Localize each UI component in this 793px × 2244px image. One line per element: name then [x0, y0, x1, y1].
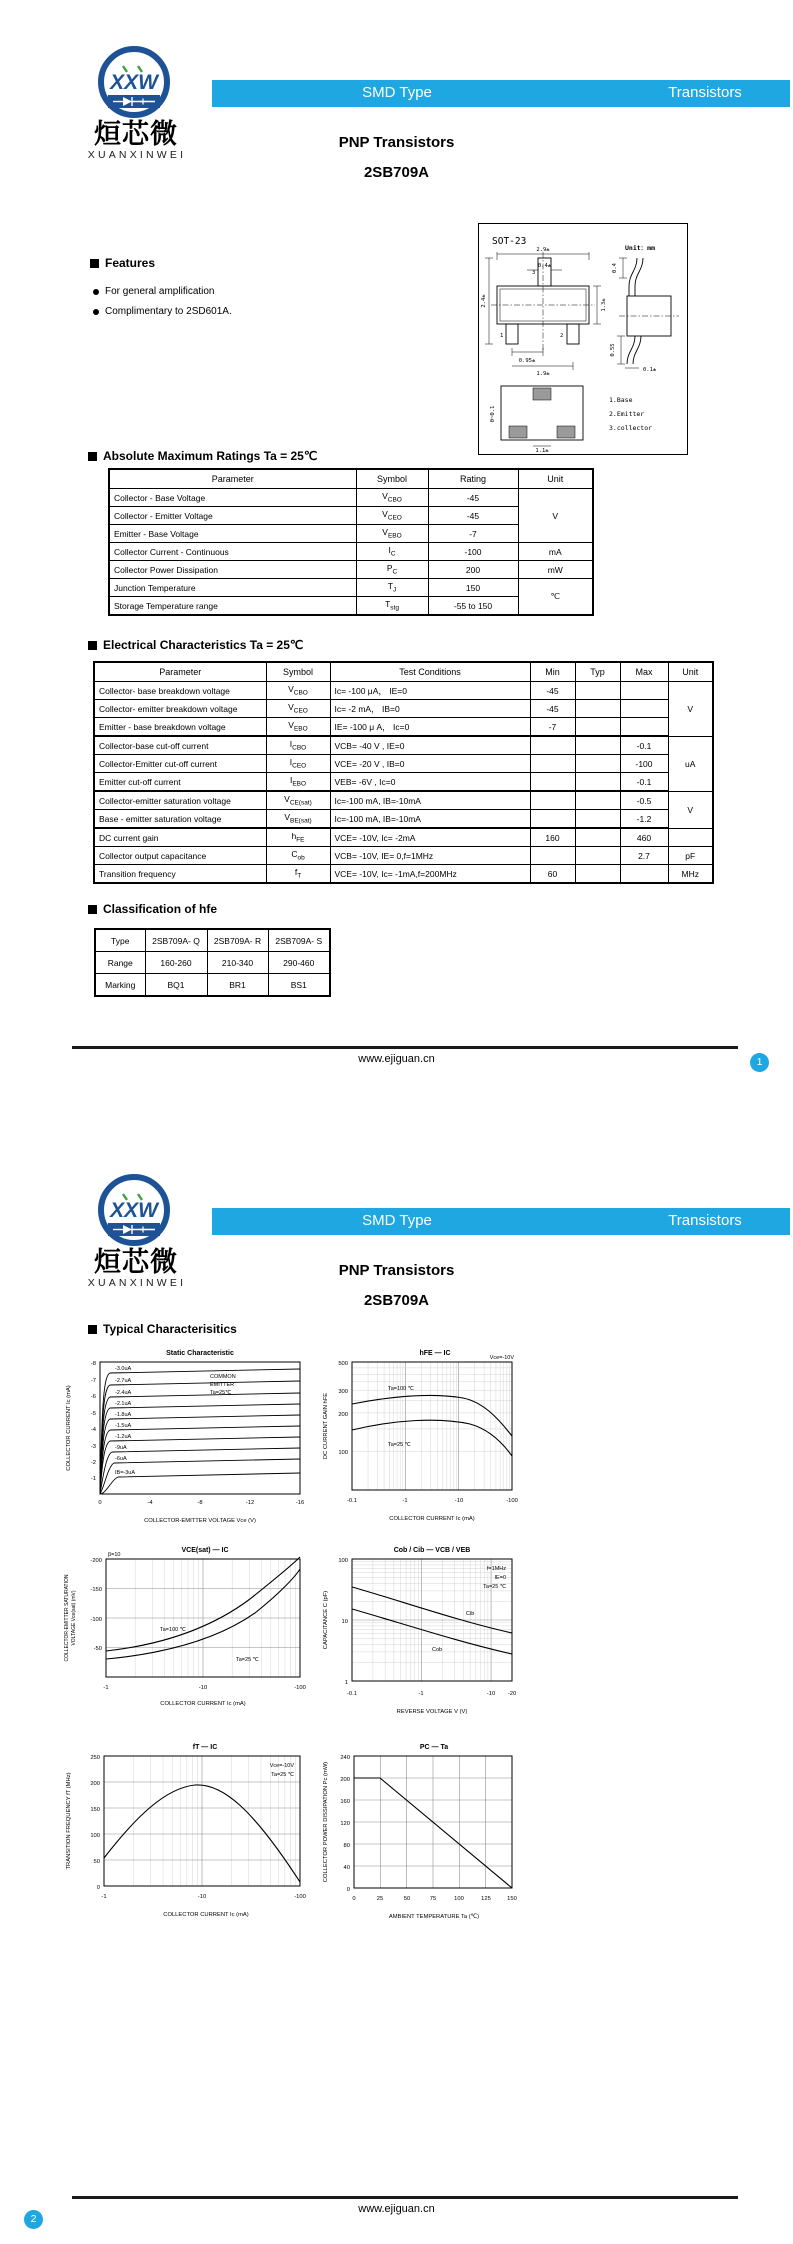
- svg-text:25: 25: [376, 1896, 384, 1902]
- dot-bullet-icon: [93, 289, 99, 295]
- svg-text:EMITTER: EMITTER: [210, 1382, 235, 1388]
- svg-text:-10: -10: [486, 1691, 496, 1697]
- svg-text:IB=-3uA: IB=-3uA: [115, 1470, 136, 1476]
- svg-text:-3.0uA: -3.0uA: [115, 1366, 132, 1372]
- svg-text:0: 0: [96, 1885, 100, 1891]
- svg-text:50: 50: [403, 1896, 411, 1902]
- svg-text:Ta=100 ℃: Ta=100 ℃: [388, 1386, 414, 1392]
- svg-text:125: 125: [481, 1896, 491, 1902]
- svg-text:Cib: Cib: [466, 1611, 475, 1617]
- svg-text:-3: -3: [90, 1444, 96, 1450]
- svg-text:Ta=25 ℃: Ta=25 ℃: [271, 1772, 294, 1778]
- table-row: Collector - Emitter Voltage $V_{CEO}$ -45: [109, 507, 593, 525]
- table-row: Collector-emitter saturation voltage $V_{CE(sat)}$ Ic=-100 mA, IB=-10mA -0.5 V: [94, 791, 713, 810]
- chart-hfe-vs-ic: [318, 1346, 523, 1538]
- brand-name-en: XUANXINWEI: [87, 149, 187, 161]
- grid: [352, 1362, 512, 1490]
- table-row: Range 160-260 210-340 290-460: [95, 952, 330, 974]
- svg-text:-1: -1: [101, 1894, 107, 1900]
- square-bullet-icon: [88, 641, 97, 650]
- chart-capacitance-vs-voltage: [318, 1543, 523, 1729]
- chart-annotation: [483, 1566, 507, 1590]
- svg-text:100: 100: [338, 1558, 348, 1564]
- svg-text:f=1MHz: f=1MHz: [486, 1566, 506, 1572]
- svg-text:SOT-23: SOT-23: [492, 236, 527, 247]
- svg-text:1: 1: [500, 333, 504, 339]
- svg-text:-6uA: -6uA: [115, 1456, 127, 1462]
- svg-text:Cob / Cib ― VCB / VEB: Cob / Cib ― VCB / VEB: [393, 1547, 471, 1554]
- features-heading: Features: [90, 256, 155, 270]
- svg-text:COLLECTOR-EMITTER VOLTAGE Vce: COLLECTOR-EMITTER VOLTAGE Vce (V): [144, 1518, 256, 1524]
- header-bar-left-label: SMD Type: [362, 1212, 432, 1229]
- x-ticks: [98, 1500, 304, 1506]
- grid: [106, 1559, 300, 1677]
- svg-text:2.4±: 2.4±: [481, 294, 487, 308]
- svg-text:-150: -150: [90, 1587, 102, 1593]
- svg-text:COMMON: COMMON: [210, 1374, 236, 1380]
- svg-text:-100: -100: [294, 1685, 306, 1691]
- y-ticks: [338, 1558, 348, 1686]
- svg-text:0.4: 0.4: [612, 263, 618, 273]
- chart-annotation: [490, 1355, 515, 1361]
- x-ticks: [347, 1691, 516, 1697]
- classification-table: [94, 928, 331, 997]
- svg-text:300: 300: [338, 1389, 348, 1395]
- svg-text:0: 0: [352, 1896, 356, 1902]
- svg-text:-100: -100: [294, 1894, 306, 1900]
- svg-text:500: 500: [338, 1361, 348, 1367]
- svg-text:-8: -8: [197, 1500, 203, 1506]
- svg-text:Cob: Cob: [432, 1647, 443, 1653]
- svg-text:VOLTAGE Vce(sat) (mV): VOLTAGE Vce(sat) (mV): [71, 1590, 77, 1646]
- page1-header: [0, 30, 793, 240]
- table-row: Collector - Base Voltage $V_{CBO}$ -45 V: [109, 489, 593, 507]
- svg-text:Ta=25℃: Ta=25℃: [210, 1390, 232, 1396]
- svg-text:150: 150: [90, 1807, 100, 1813]
- table-row: Collector- base breakdown voltage $V_{CBO}$ Ic= -100 μA， IE=0 -45 V: [94, 682, 713, 700]
- svg-text:DC CURRENT GAIN hFE: DC CURRENT GAIN hFE: [323, 1392, 329, 1460]
- chart-ft-vs-ic: [60, 1740, 310, 1936]
- svg-text:-2.1uA: -2.1uA: [115, 1401, 132, 1407]
- svg-text:Unit：mm: Unit：mm: [625, 244, 655, 252]
- svg-text:0: 0: [98, 1500, 102, 1506]
- svg-text:1: 1: [344, 1680, 348, 1686]
- amr-table: [108, 468, 594, 616]
- classification-heading: Classification of hfe: [88, 902, 217, 916]
- brand-logo-icon: [96, 44, 172, 120]
- svg-text:200: 200: [90, 1781, 100, 1787]
- svg-text:-200: -200: [90, 1558, 102, 1564]
- footer-rule: [72, 2196, 738, 2199]
- header-bar-left-label: SMD Type: [362, 84, 432, 101]
- svg-text:200: 200: [340, 1777, 350, 1783]
- svg-text:IE=0: IE=0: [494, 1575, 506, 1581]
- x-ticks: [352, 1896, 516, 1902]
- feature-item: For general amplification: [93, 286, 215, 297]
- svg-text:0.55: 0.55: [610, 343, 616, 357]
- svg-text:Vce=-10V: Vce=-10V: [269, 1763, 294, 1769]
- svg-text:COLLECTOR POWER DISSIPATION P: COLLECTOR POWER DISSIPATION Pc (mW): [323, 1761, 329, 1883]
- brand-name-en: XUANXINWEI: [87, 1277, 187, 1289]
- footer-url: www.ejiguan.cn: [358, 2203, 435, 2215]
- svg-text:-6: -6: [90, 1394, 96, 1400]
- svg-text:-10: -10: [198, 1685, 208, 1691]
- chart-pc-vs-ta: [318, 1740, 523, 1936]
- svg-text:-1: -1: [90, 1476, 96, 1482]
- y-ticks: [90, 1558, 102, 1652]
- svg-text:Ta=25 ℃: Ta=25 ℃: [236, 1657, 259, 1663]
- ec-table: [93, 661, 714, 884]
- table-row: Storage Temperature range $T_{stg}$ -55 to 150: [109, 597, 593, 616]
- svg-text:VCE(sat) ― IC: VCE(sat) ― IC: [181, 1547, 229, 1554]
- table-row: Collector Current - Continuous $I_C$ -100 mA: [109, 543, 593, 561]
- svg-text:-100: -100: [506, 1498, 518, 1504]
- svg-text:120: 120: [340, 1821, 350, 1827]
- chart-annotation: [210, 1374, 236, 1396]
- svg-text:-9uA: -9uA: [115, 1445, 127, 1451]
- svg-text:-4: -4: [147, 1500, 153, 1506]
- svg-text:COLLECTOR CURRENT Ic (mA): COLLECTOR CURRENT Ic (mA): [66, 1385, 72, 1471]
- page2-header: [0, 1158, 793, 1368]
- amr-heading: Absolute Maximum Ratings Ta = 25℃: [88, 449, 317, 463]
- table-row: Base - emitter saturation voltage $V_{BE(sat)}$ Ic=-100 mA, IB=-10mA -1.2: [94, 810, 713, 829]
- svg-text:COLLECTOR CURRENT Ic (mA): COLLECTOR CURRENT Ic (mA): [163, 1912, 249, 1918]
- svg-text:0.1±: 0.1±: [643, 367, 657, 373]
- x-ticks: [103, 1685, 305, 1691]
- brand-logo-icon: [96, 1172, 172, 1248]
- svg-text:1.Base: 1.Base: [609, 396, 633, 404]
- svg-text:3: 3: [532, 270, 536, 276]
- svg-text:2: 2: [560, 333, 564, 339]
- svg-text:-10: -10: [454, 1498, 464, 1504]
- y-ticks: [91, 1361, 97, 1482]
- svg-text:β=10: β=10: [108, 1552, 121, 1558]
- y-ticks: [90, 1755, 100, 1891]
- x-ticks: [347, 1498, 518, 1504]
- svg-text:2.Emitter: 2.Emitter: [609, 410, 645, 418]
- svg-text:1.3±: 1.3±: [601, 298, 607, 312]
- svg-text:200: 200: [338, 1412, 348, 1418]
- svg-text:XXW: XXW: [110, 1199, 158, 1222]
- y-ticks: [338, 1361, 348, 1456]
- table-row: Type 2SB709A- Q 2SB709A- R 2SB709A- S: [95, 929, 330, 952]
- svg-text:-1.8uA: -1.8uA: [115, 1412, 132, 1418]
- svg-text:COLLECTOR CURRENT Ic (mA): COLLECTOR CURRENT Ic (mA): [160, 1701, 246, 1707]
- svg-text:150: 150: [507, 1896, 517, 1902]
- svg-text:-50: -50: [93, 1646, 102, 1652]
- doc-title: PNP Transistors: [338, 1262, 455, 1279]
- table-row: Collector Power Dissipation $P_C$ 200 mW: [109, 561, 593, 579]
- grid: [352, 1559, 512, 1681]
- y-ticks: [340, 1755, 350, 1893]
- svg-text:80: 80: [343, 1843, 350, 1849]
- svg-text:75: 75: [429, 1896, 437, 1902]
- square-bullet-icon: [88, 452, 97, 461]
- table-row: Junction Temperature $T_J$ 150 ℃: [109, 579, 593, 597]
- package-outline-drawing: [478, 223, 688, 455]
- svg-text:REVERSE VOLTAGE V (V): REVERSE VOLTAGE V (V): [396, 1709, 468, 1715]
- chart-annotation: [108, 1552, 121, 1558]
- header-bar-right-label: Transistors: [668, 1212, 742, 1229]
- table-header-row: Parameter Symbol Test Conditions Min Typ Max Unit: [94, 662, 713, 682]
- square-bullet-icon: [88, 905, 97, 914]
- svg-text:TRANSITION FREQUENCY fT (M: TRANSITION FREQUENCY fT (MHz): [66, 1772, 72, 1870]
- svg-text:-0.1: -0.1: [347, 1691, 357, 1697]
- svg-text:0~0.1: 0~0.1: [490, 405, 496, 423]
- svg-text:PC ― Ta: PC ― Ta: [419, 1744, 449, 1751]
- svg-text:100: 100: [454, 1896, 464, 1902]
- svg-text:Ta=25 ℃: Ta=25 ℃: [483, 1584, 506, 1590]
- svg-text:hFE ― IC: hFE ― IC: [419, 1350, 451, 1357]
- svg-text:0.95±: 0.95±: [518, 358, 536, 364]
- svg-text:CAPACITANCE C (pF): CAPACITANCE C (pF): [323, 1590, 329, 1650]
- svg-text:-10: -10: [197, 1894, 207, 1900]
- svg-text:-0.1: -0.1: [347, 1498, 357, 1504]
- doc-title: PNP Transistors: [338, 134, 455, 151]
- svg-text:fT ― IC: fT ― IC: [192, 1744, 218, 1751]
- table-row: Collector- emitter breakdown voltage $V_{CEO}$ Ic= -2 mA， IB=0 -45: [94, 700, 713, 718]
- page-number-badge: 2: [24, 2210, 43, 2229]
- footer-rule: [72, 1046, 738, 1049]
- svg-text:COLLECTOR-EMITTER SATURATION: COLLECTOR-EMITTER SATURATION: [64, 1574, 70, 1662]
- table-row: Transition frequency $f_T$ VCE= -10V, Ic= -1mA,f=200MHz 60 MHz: [94, 865, 713, 884]
- svg-text:-1: -1: [418, 1691, 424, 1697]
- svg-text:-5: -5: [90, 1411, 96, 1417]
- typical-heading: Typical Characterisitics: [88, 1322, 237, 1336]
- svg-text:100: 100: [90, 1833, 100, 1839]
- svg-text:Vce=-10V: Vce=-10V: [489, 1355, 514, 1361]
- svg-text:Ta=25 ℃: Ta=25 ℃: [388, 1442, 411, 1448]
- chart-static-characteristic: [60, 1346, 310, 1542]
- curve-labels: [115, 1366, 135, 1476]
- svg-text:-1: -1: [103, 1685, 109, 1691]
- svg-text:-1.5uA: -1.5uA: [115, 1423, 132, 1429]
- chart-annotation: [270, 1763, 295, 1778]
- square-bullet-icon: [90, 259, 99, 268]
- table-row: Emitter - Base Voltage $V_{EBO}$ -7: [109, 525, 593, 543]
- svg-text:10: 10: [341, 1619, 348, 1625]
- footer-url: www.ejiguan.cn: [358, 1053, 435, 1065]
- square-bullet-icon: [88, 1325, 97, 1334]
- header-bar: [212, 1208, 790, 1235]
- svg-text:3.collector: 3.collector: [609, 424, 653, 432]
- svg-text:-1: -1: [402, 1498, 408, 1504]
- svg-text:100: 100: [338, 1450, 348, 1456]
- svg-text:-20: -20: [507, 1691, 517, 1697]
- svg-text:-7: -7: [90, 1378, 96, 1384]
- svg-text:-12: -12: [245, 1500, 255, 1506]
- svg-text:-100: -100: [90, 1617, 102, 1623]
- table-row: Collector-Emitter cut-off current $I_{CEO}$ VCE= -20 V , IB=0 -100: [94, 755, 713, 773]
- svg-text:250: 250: [90, 1755, 100, 1761]
- table-row: Emitter - base breakdown voltage $V_{EBO}$ IE= -100 μ A， Ic=0 -7: [94, 718, 713, 737]
- svg-text:-2: -2: [90, 1460, 96, 1466]
- table-row: Emitter cut-off current $I_{EBO}$ VEB= -6V , Ic=0 -0.1: [94, 773, 713, 792]
- svg-text:160: 160: [340, 1799, 350, 1805]
- svg-text:Static Characteristic: Static Characteristic: [166, 1350, 234, 1357]
- svg-text:-4: -4: [90, 1427, 96, 1433]
- dot-bullet-icon: [93, 309, 99, 315]
- svg-text:-16: -16: [295, 1500, 305, 1506]
- svg-text:0: 0: [346, 1887, 350, 1893]
- chart-vcesat-vs-ic: [60, 1543, 310, 1729]
- svg-text:40: 40: [343, 1865, 350, 1871]
- header-bar-right-label: Transistors: [668, 84, 742, 101]
- ec-heading: Electrical Characteristics Ta = 25℃: [88, 638, 303, 652]
- brand-name-cn: 烜芯微: [94, 1247, 178, 1277]
- svg-text:1.9±: 1.9±: [536, 371, 550, 377]
- svg-text:2.9±: 2.9±: [536, 247, 550, 253]
- page-number-badge: 1: [750, 1053, 769, 1072]
- table-row: Collector output capacitance $C_{ob}$ VCB= -10V, IE= 0,f=1MHz 2.7 pF: [94, 847, 713, 865]
- part-number: 2SB709A: [363, 164, 430, 181]
- svg-text:Ta=100 ℃: Ta=100 ℃: [160, 1627, 186, 1633]
- feature-item: Complimentary to 2SD601A.: [93, 306, 232, 317]
- table-row: Marking BQ1 BR1 BS1: [95, 974, 330, 997]
- svg-text:50: 50: [93, 1859, 100, 1865]
- svg-text:1.1±: 1.1±: [535, 448, 549, 454]
- brand-name-cn: 烜芯微: [94, 119, 178, 149]
- svg-text:-8: -8: [90, 1361, 96, 1367]
- svg-text:0.4±: 0.4±: [537, 263, 552, 269]
- svg-text:-2.4uA: -2.4uA: [115, 1390, 132, 1396]
- pin-legend: [609, 396, 652, 432]
- x-ticks: [101, 1894, 305, 1900]
- svg-text:XXW: XXW: [110, 71, 158, 94]
- part-number: 2SB709A: [363, 1292, 430, 1309]
- svg-text:AMBIENT TEMPERATURE Ta (℃): AMBIENT TEMPERATURE Ta (℃): [388, 1914, 480, 1920]
- table-row: Collector-base cut-off current $I_{CBO}$ VCB= -40 V , IE=0 -0.1 uA: [94, 736, 713, 755]
- header-bar: [212, 80, 790, 107]
- svg-text:-2.7uA: -2.7uA: [115, 1378, 132, 1384]
- table-header-row: Parameter Symbol Rating Unit: [109, 469, 593, 489]
- table-row: DC current gain $h_{FE}$ VCE= -10V, Ic= -2mA 160 460: [94, 828, 713, 847]
- svg-text:-1.2uA: -1.2uA: [115, 1434, 132, 1440]
- svg-text:240: 240: [340, 1755, 350, 1761]
- svg-text:COLLECTOR CURRENT Ic (mA): COLLECTOR CURRENT Ic (mA): [389, 1516, 475, 1522]
